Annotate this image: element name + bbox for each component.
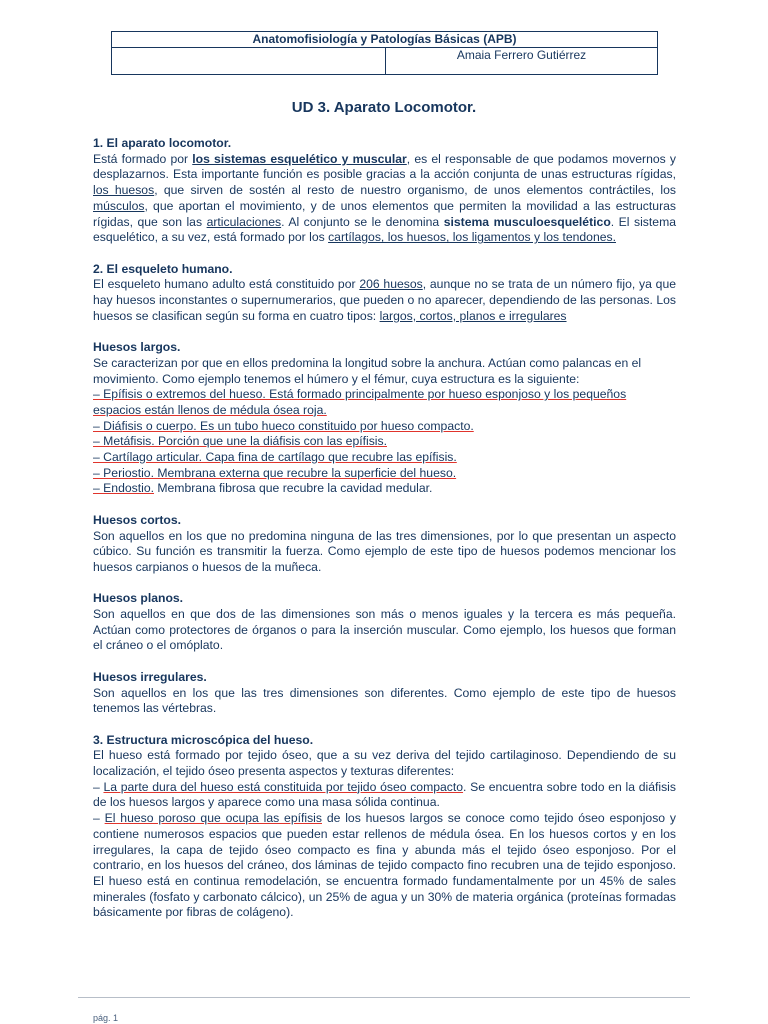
paragraph: Son aquellos en los que las tres dimensiones son diferentes. Como ejemplo de este tipo de huesos tenemos las vértebras. bbox=[93, 685, 676, 716]
paragraph: El esqueleto humano adulto está constituido por 206 huesos, aunque no se trata de un número fijo, ya que hay huesos inconstantes o supernumerarios, que pueden o no aparecer, dependiendo de las personas. Los huesos se clasifican según su forma en cuatro tipos: largos, cortos, planos e irregulares bbox=[93, 277, 676, 323]
subsection-heading: Huesos irregulares. bbox=[93, 669, 207, 684]
document-title: UD 3. Aparato Locomotor. bbox=[291, 99, 477, 116]
section-heading: 3. Estructura microscópica del hueso. bbox=[93, 732, 314, 747]
list-item: – Endostio. Membrana fibrosa que recubre la cavidad medular. bbox=[93, 481, 433, 496]
section-heading: 1. El aparato locomotor. bbox=[93, 136, 232, 150]
header-empty-cell bbox=[112, 48, 386, 75]
paragraph: Son aquellos en que dos de las dimensiones son más o menos iguales y la tercera es más pequeña. Actúan como protectores de órganos o para la inserción muscular. Como ejemplo, los huesos que forman el cráneo o el omóplato. bbox=[93, 607, 676, 653]
list-item: – Cartílago articular. Capa fina de cartílago que recubre las epífisis. bbox=[93, 450, 457, 465]
list-item: – Diáfisis o cuerpo. Es un tubo hueco constituido por hueso compacto. bbox=[93, 418, 474, 433]
paragraph: Se caracterizan por que en ellos predomina la longitud sobre la anchura. Actúan como palancas en el movimiento. Como ejemplo tenemos el húmero y el fémur, cuya estructura es la siguiente: bbox=[93, 355, 642, 386]
document-body bbox=[93, 136, 676, 921]
paragraph: Son aquellos en los que no predomina ninguna de las tres dimensiones, por lo que presentan un aspecto cúbico. Su función es transmitir la fuerza. Como ejemplo de este tipo de huesos podemos mencionar los huesos carpianos o huesos de la muñeca. bbox=[93, 528, 676, 574]
list-item: – La parte dura del hueso está constituida por tejido óseo compacto. Se encuentra sobre todo en la diáfisis de los huesos largos y aparece como una masa sólida continua. bbox=[93, 779, 676, 810]
subsection-heading: Huesos planos. bbox=[93, 591, 184, 606]
subsection-heading: Huesos cortos. bbox=[93, 512, 182, 527]
paragraph: Está formado por los sistemas esquelético y muscular, es el responsable de que podamos movernos y desplazarnos. Esta importante función es posible gracias a la acción conjunta de unas estructuras rígidas, los huesos, que sirven de sostén al resto de nuestro organismo, de unos elementos contráctiles, los músculos, que aportan el movimiento, y de unos elementos que permiten la movilidad a las estructuras rígidas, que son las articulaciones. Al conjunto se le denomina sistema musculoesquelético. El sistema esquelético, a su vez, está formado por los cartílagos, los huesos, los ligamentos y los tendones. bbox=[93, 151, 677, 245]
footer-divider bbox=[78, 997, 690, 998]
page-number: pág. 1 bbox=[93, 1013, 119, 1023]
list-item: – Metáfisis. Porción que une la diáfisis con las epífisis. bbox=[93, 434, 387, 449]
section-heading: 2. El esqueleto humano. bbox=[93, 261, 233, 276]
list-item: – El hueso poroso que ocupa las epífisis de los huesos largos se conoce como tejido óseo esponjoso y contiene numerosos espacios que pueden estar rellenos de médula ósea. En los huesos cortos y en los irregulares, la capa de tejido óseo compacto es fina y abunda más el tejido óseo esponjoso. Por el contrario, en los huesos del cráneo, dos láminas de tejido compacto fino recubren una de tejido esponjoso. El hueso está en continua remodelación, se encuentra formado fundamentalmente por un 45% de sales minerales (fosfato y carbonato cálcico), un 25% de agua y un 30% de materia orgánica (proteínas formadas básicamente por fibras de colágeno). bbox=[93, 811, 676, 920]
paragraph: El hueso está formado por tejido óseo, que a su vez deriva del tejido cartilaginoso. Dependiendo de su localización, el tejido óseo presenta aspectos y texturas diferentes: bbox=[93, 748, 676, 779]
list-item: – Epífisis o extremos del hueso. Está formado principalmente por hueso esponjoso y los pequeños espacios están llenos de médula ósea roja. bbox=[93, 387, 627, 417]
subsection-heading: Huesos largos. bbox=[93, 340, 181, 355]
list-item: – Periostio. Membrana externa que recubre la superficie del hueso. bbox=[93, 465, 457, 480]
author-name: Amaia Ferrero Gutiérrez bbox=[456, 48, 587, 62]
course-title: Anatomofisiología y Patologías Básicas (APB) bbox=[112, 32, 657, 48]
header-table bbox=[111, 31, 658, 75]
